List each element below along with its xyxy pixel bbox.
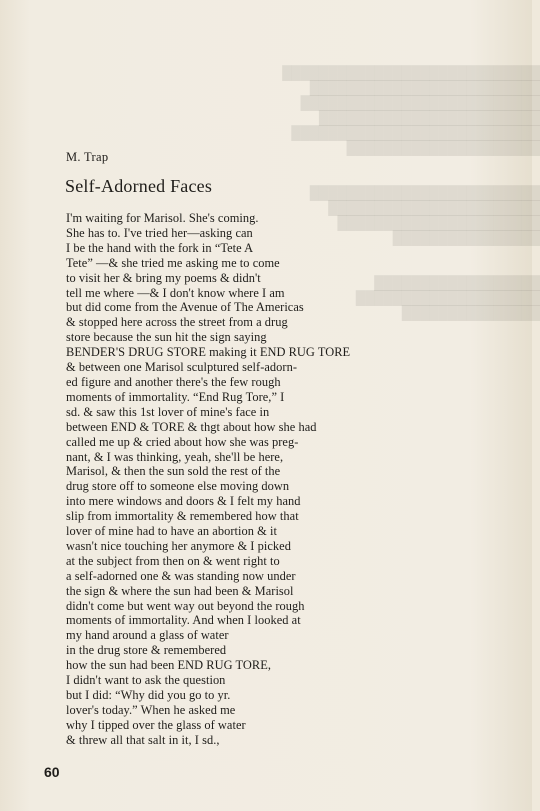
poem-line: moments of immortality. And when I looked at — [66, 613, 301, 628]
poem-line: Marisol, & then the sun sold the rest of the — [66, 464, 281, 479]
poem-title: Self-Adorned Faces — [65, 176, 213, 196]
poem-line: store because the sun hit the sign saying — [66, 330, 267, 345]
poem-line: but I did: “Why did you go to yr. — [66, 688, 231, 702]
poem-line: slip from immortality & remembered how that — [66, 509, 299, 524]
poem-line: & between one Marisol sculptured self-adorn- — [66, 360, 298, 375]
poem-line: in the drug store & remembered — [66, 643, 227, 658]
poem-line: drug store off to someone else moving down — [66, 479, 290, 494]
poem-line: Tete” —& she tried me asking me to come — [66, 255, 280, 270]
poem-line: called me up & cried about how she was preg- — [66, 434, 299, 449]
poem-line: a self-adorned one & was standing now under — [66, 568, 296, 583]
bleed-through-texture: ████████████████████████████ █████████████████████████ ██████████████████████████ ████████████████████████ ███████████████████████████ █████████████████████ █████████████████████████ ███████████████████████ ██████████████████████ ████████████████ ██████████████████ ████████████████████ ███████████████ — [282, 65, 540, 320]
poem-line: at the subject from then on & went right to — [66, 553, 280, 568]
author-name: M. Trap — [66, 150, 109, 164]
poem-line: to visit her & bring my poems & didn't — [66, 270, 261, 285]
poem-line: lover's today.” When he asked me — [66, 702, 236, 717]
poem-line: She has to. I've tried her—asking can — [66, 225, 253, 240]
poem-line: moments of immortality. “End Rug Tore,” I — [66, 389, 285, 404]
poem-line: tell me where —& I don't know where I am — [66, 285, 285, 300]
poem-line: BENDER'S DRUG STORE making it END RUG TORE — [66, 345, 351, 360]
poem-line: how the sun had been END RUG TORE, — [66, 658, 271, 673]
poem-line: ed figure and another there's the few rough — [66, 374, 281, 389]
poem-line: nant, & I was thinking, yeah, she'll be here, — [66, 449, 284, 464]
poem-line: & stopped here across the street from a drug — [66, 315, 288, 330]
poem-line: wasn't nice touching her anymore & I picked — [66, 538, 291, 553]
poem-line: lover of mine had to have an abortion & it — [66, 524, 277, 539]
poem-line: my hand around a glass of water — [66, 628, 229, 643]
poem-line: but did come from the Avenue of The Americas — [66, 300, 304, 315]
poem-body — [66, 211, 496, 748]
poem-line: between END & TORE & thgt about how she had — [66, 419, 317, 434]
poem-line: the sign & where the sun had been & Marisol — [66, 583, 294, 598]
poem-line: into mere windows and doors & I felt my hand — [66, 494, 301, 509]
poem-line: I be the hand with the fork in “Tete A — [66, 240, 254, 255]
poem-line: & threw all that salt in it, I sd., — [66, 732, 220, 747]
poem-line: didn't come but went way out beyond the rough — [66, 598, 305, 613]
poem-line: sd. & saw this 1st lover of mine's face in — [66, 404, 270, 419]
poem-line: I didn't want to ask the question — [66, 673, 226, 688]
page-number: 60 — [44, 764, 60, 780]
poem-line: I'm waiting for Marisol. She's coming. — [66, 211, 259, 225]
poem-line: why I tipped over the glass of water — [66, 717, 246, 732]
